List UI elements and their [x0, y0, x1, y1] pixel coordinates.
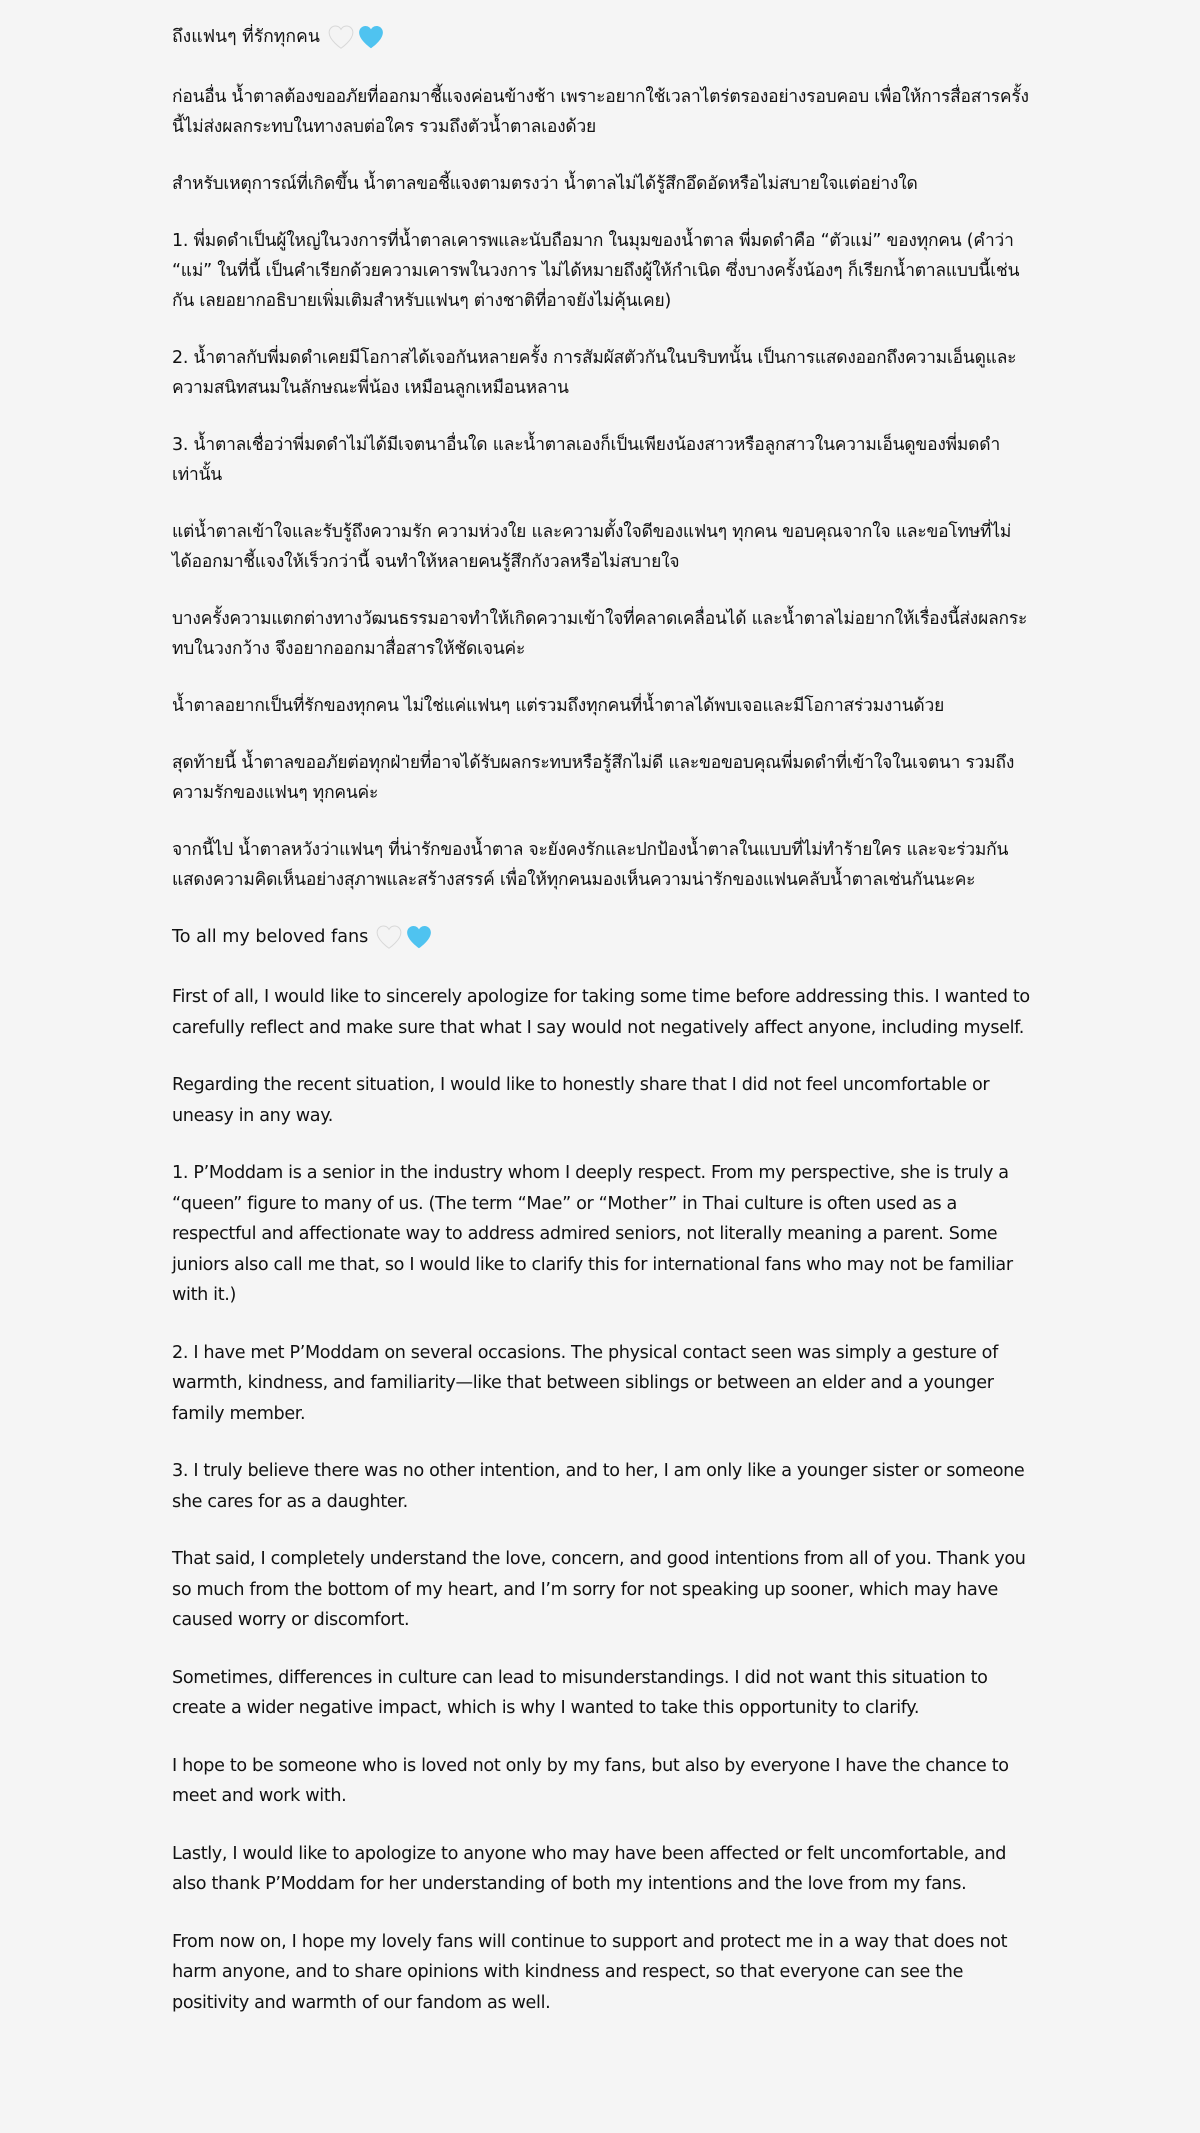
thai-paragraph-lastly: สุดท้ายนี้ น้ำตาลขออภัยต่อทุกฝ่ายที่อาจได้รับผลกระทบหรือรู้สึกไม่ดี และขอขอบคุณพี่มดดำที่เข้าใจในเจตนา รวมถึงความรักของแฟนๆ ทุกคนค่ะ [172, 753, 1015, 803]
light-blue-heart-icon [404, 922, 434, 952]
english-paragraph-thanks: That said, I completely understand the love, concern, and good intentions from all of you. Thank you so much from the bottom of my heart, and I’m sorry for not speaking up sooner, which may have caused worry or discomfort. [172, 1549, 1026, 1630]
english-paragraph-situation: Regarding the recent situation, I would like to honestly share that I did not feel uncomfortable or uneasy in any way. [172, 1075, 990, 1126]
english-paragraph-lastly: Lastly, I would like to apologize to anyone who may have been affected or felt uncomfortable, and also thank P’Moddam for her understanding of both my intentions and the love from my fans. [172, 1843, 1007, 1894]
english-greeting-hearts [374, 922, 434, 952]
light-blue-heart-icon [356, 22, 386, 52]
thai-paragraph-situation: สำหรับเหตุการณ์ที่เกิดขึ้น น้ำตาลขอชี้แจงตามตรงว่า น้ำตาลไม่ได้รู้สึกอึดอัดหรือไม่สบายใจแต่อย่างใด [172, 174, 918, 194]
english-greeting: To all my beloved fans [172, 927, 369, 947]
english-paragraph-from-now-on: From now on, I hope my lovely fans will continue to support and protect me in a way that does not harm anyone, and to share opinions with kindness and respect, so that everyone can see the positivity and warmth of our fandom as well. [172, 1931, 1008, 2013]
thai-paragraph-point-3: 3. น้ำตาลเชื่อว่าพี่มดดำไม่ได้มีเจตนาอื่นใด และน้ำตาลเองก็เป็นเพียงน้องสาวหรือลูกสาวในความเอ็นดูของพี่มดดำเท่านั้น [172, 435, 1001, 485]
english-paragraph-intro: First of all, I would like to sincerely apologize for taking some time before addressing this. I wanted to carefully reflect and make sure that what I say would not negatively affect anyone, including myself. [172, 987, 1030, 1038]
english-paragraph-point-1: 1. P’Moddam is a senior in the industry whom I deeply respect. From my perspective, she is truly a “queen” figure to many of us. (The term “Mae” or “Mother” in Thai culture is often used as a respectful and affectionate way to address admired seniors, not literally meaning a parent. Some juniors also call me that, so I would like to clarify this for international fans who may not be familiar with it.) [172, 1163, 1013, 1305]
english-paragraph-point-2: 2. I have met P’Moddam on several occasions. The physical contact seen was simply a gesture of warmth, kindness, and familiarity—like that between siblings or between an elder and a younger family member. [172, 1342, 998, 1424]
thai-greeting-line [172, 22, 1030, 52]
thai-paragraph-point-2: 2. น้ำตาลกับพี่มดดำเคยมีโอกาสได้เจอกันหลายครั้ง การสัมผัสตัวกันในบริบทนั้น เป็นการแสดงออกถึงความเอ็นดูและความสนิทสนมในลักษณะพี่น้อง เหมือนลูกเหมือนหลาน [172, 348, 1017, 398]
thai-greeting-hearts [326, 22, 386, 52]
thai-paragraph-intro: ก่อนอื่น น้ำตาลต้องขออภัยที่ออกมาชี้แจงค่อนข้างช้า เพราะอยากใช้เวลาไตร่ตรองอย่างรอบคอบ เพื่อให้การสื่อสารครั้งนี้ไม่ส่งผลกระทบในทางลบต่อใคร รวมถึงตัวน้ำตาลเองด้วย [172, 87, 1029, 137]
english-greeting-line [172, 922, 1030, 952]
white-heart-icon [326, 22, 356, 52]
english-paragraph-loved: I hope to be someone who is loved not only by my fans, but also by everyone I have the chance to meet and work with. [172, 1755, 1009, 1806]
english-paragraph-point-3: 3. I truly believe there was no other intention, and to her, I am only like a younger sister or someone she cares for as a daughter. [172, 1461, 1025, 1512]
thai-paragraph-loved: น้ำตาลอยากเป็นที่รักของทุกคน ไม่ใช่แค่แฟนๆ แต่รวมถึงทุกคนที่น้ำตาลได้พบเจอและมีโอกาสร่วมงานด้วย [172, 696, 945, 716]
thai-greeting: ถึงแฟนๆ ที่รักทุกคน [172, 27, 320, 47]
thai-paragraph-thanks: แต่น้ำตาลเข้าใจและรับรู้ถึงความรัก ความห่วงใย และความตั้งใจดีของแฟนๆ ทุกคน ขอบคุณจากใจ และขอโทษที่ไม่ได้ออกมาชี้แจงให้เร็วกว่านี้ จนทำให้หลายคนรู้สึกกังวลหรือไม่สบายใจ [172, 522, 1012, 572]
thai-paragraph-from-now-on: จากนี้ไป น้ำตาลหวังว่าแฟนๆ ที่น่ารักของน้ำตาล จะยังคงรักและปกป้องน้ำตาลในแบบที่ไม่ทำร้ายใคร และจะร่วมกันแสดงความคิดเห็นอย่างสุภาพและสร้างสรรค์ เพื่อให้ทุกคนมองเห็นความน่ารักของแฟนคลับน้ำตาลเช่นกันนะคะ [172, 840, 1009, 890]
english-paragraph-culture: Sometimes, differences in culture can lead to misunderstandings. I did not want this situation to create a wider negative impact, which is why I wanted to take this opportunity to clarify. [172, 1667, 988, 1718]
thai-paragraph-culture: บางครั้งความแตกต่างทางวัฒนธรรมอาจทำให้เกิดความเข้าใจที่คลาดเคลื่อนได้ และน้ำตาลไม่อยากให้เรื่องนี้ส่งผลกระทบในวงกว้าง จึงอยากออกมาสื่อสารให้ชัดเจนค่ะ [172, 609, 1028, 659]
thai-paragraph-point-1: 1. พี่มดดำเป็นผู้ใหญ่ในวงการที่น้ำตาลเคารพและนับถือมาก ในมุมของน้ำตาล พี่มดดำคือ “ตัวแม่” ของทุกคน (คำว่า “แม่” ในที่นี้ เป็นคำเรียกด้วยความเคารพในวงการ ไม่ได้หมายถึงผู้ให้กำเนิด ซึ่งบางครั้งน้องๆ ก็เรียกน้ำตาลแบบนี้เช่นกัน เลยอยากอธิบายเพิ่มเติมสำหรับแฟนๆ ต่างชาติที่อาจยังไม่คุ้นเคย) [172, 231, 1020, 311]
white-heart-icon [374, 922, 404, 952]
